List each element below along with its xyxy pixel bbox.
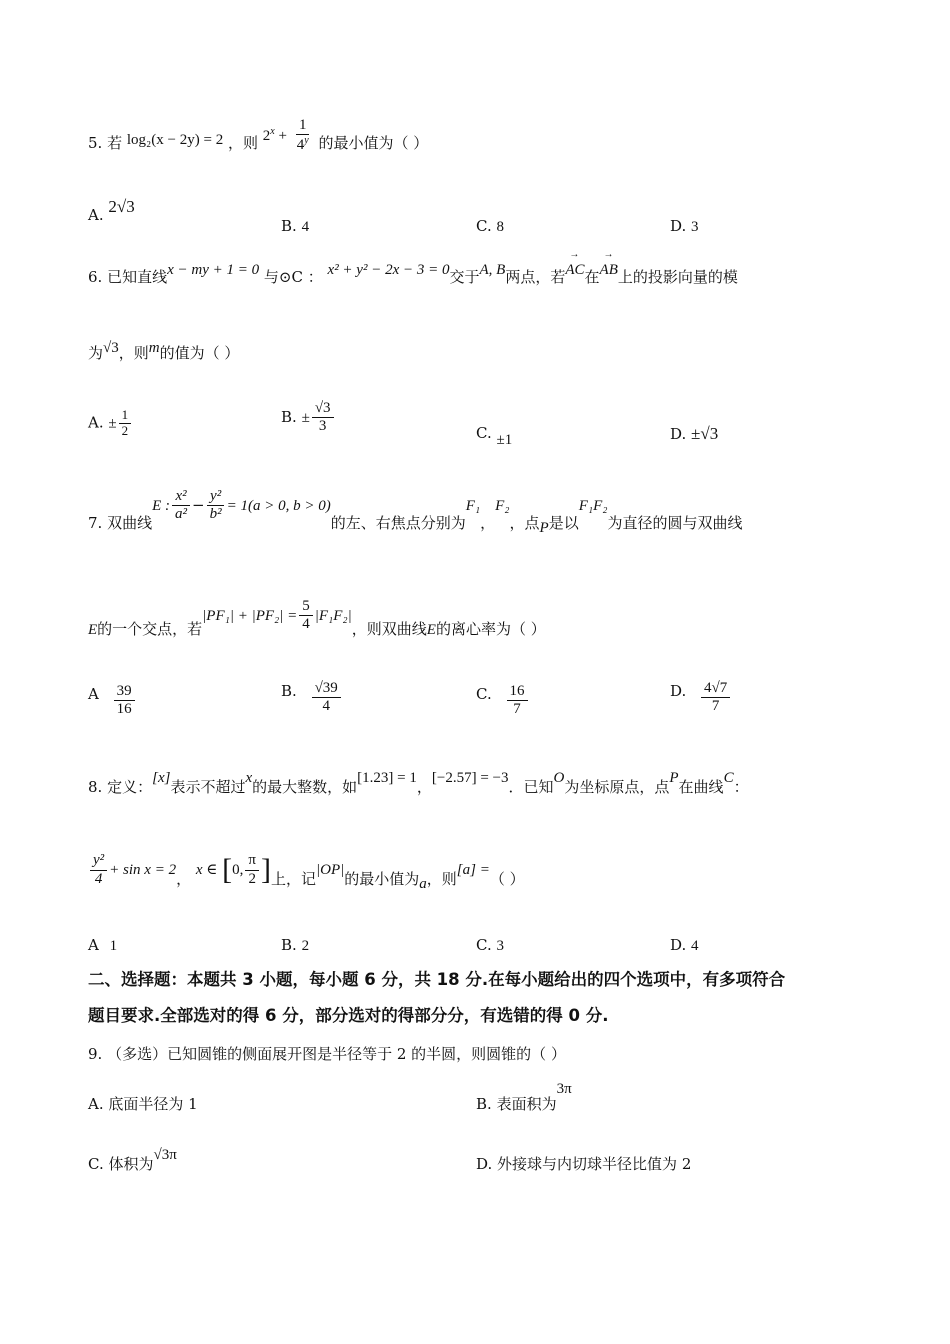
q7-e: E <box>88 621 98 638</box>
q6-circle-name: 与⊙C <box>263 268 303 286</box>
option-text: 外接球与内切球半径比值为 2 <box>497 1155 692 1173</box>
option-fraction <box>312 680 341 716</box>
question-7: 7. 双曲线E : $\frac{\text{x²}}{\text{a²}}$ − $\frac{\text{y²}}{\text{b²}}$ = 1(a > 0, b > 0)的左、右焦点分别为F₁，F₂，点P是以F₁F₂为直径的圆与双曲线 <box>88 488 743 536</box>
frac-num: 4√7 <box>701 680 730 698</box>
q7-p: P <box>539 519 549 536</box>
q7-e2: E <box>426 621 436 638</box>
frac-den: 4 <box>94 870 103 887</box>
option-fraction <box>701 680 730 716</box>
q5-expr2: $2^x$ + <box>262 125 287 144</box>
option-label: C. <box>476 936 492 954</box>
frac-num: x² <box>172 488 189 506</box>
q5-frac-num: 1 <box>296 117 310 135</box>
frac-den: 2 <box>121 422 129 438</box>
frac-num: 1 <box>119 408 132 424</box>
option-label: D. <box>670 217 687 235</box>
q8-option-d[interactable] <box>670 936 699 955</box>
q7-text-4: 是以 <box>548 513 579 532</box>
q7-text-3: ，点 <box>509 513 540 532</box>
option-text: 表面积为 <box>496 1095 557 1113</box>
frac-den: b² <box>209 506 222 523</box>
question-7-line-2 <box>88 598 546 638</box>
option-label: B. <box>281 936 297 954</box>
q6-text-6: 在 <box>584 268 600 286</box>
frac-den: 16 <box>116 701 132 718</box>
option-value: ±1 <box>496 432 513 448</box>
option-fraction <box>114 683 135 719</box>
frac-num: 5 <box>299 598 313 616</box>
q7-cond-right: |F₁F₂| <box>314 607 352 624</box>
q6-vector-ab: → AB <box>600 261 618 279</box>
q8-text: 定义： <box>107 778 153 796</box>
q7-number: 7. <box>88 513 103 532</box>
q8-curve-frac <box>90 852 107 888</box>
option-label: A. <box>88 413 104 432</box>
q5-text-2: ，则 <box>227 133 258 152</box>
option-label: C. <box>88 1155 104 1173</box>
frac-num: y² <box>207 488 224 506</box>
q6-text-9: ，则 <box>118 344 149 362</box>
option-label: A <box>88 936 99 954</box>
q8-bracket-left: [ <box>222 853 233 886</box>
q8-a: a <box>419 876 427 892</box>
q8-o: O <box>553 770 565 786</box>
q8-text-2: 表示不超过 <box>170 778 246 796</box>
q5-option-b[interactable] <box>281 217 309 236</box>
q7-frac-y <box>207 488 225 524</box>
option-label: C. <box>476 217 492 235</box>
option-value: 3π <box>556 1081 572 1097</box>
q8-floor-x: [x] <box>152 770 171 786</box>
q8-example-2: [−2.57] = −3 <box>431 770 509 786</box>
question-5 <box>88 117 429 163</box>
q7-text-5: 为直径的圆与双曲线 <box>607 513 743 532</box>
q6-text-10: 的值为（ ） <box>159 344 240 362</box>
question-8-line-2 <box>88 852 525 892</box>
q7-eq-suffix: = 1(a > 0, b > 0) <box>226 497 331 514</box>
frac-den: 4 <box>302 616 310 633</box>
q5-text-3: 的最小值为（ ） <box>318 133 429 152</box>
q7-option-b[interactable] <box>281 680 343 716</box>
q8-domain-pre: x ∈ <box>195 862 218 878</box>
q8-text-11: 的最小值为 <box>344 870 420 888</box>
q7-f1: F₁ <box>465 497 481 514</box>
q9-option-c[interactable] <box>88 1147 177 1174</box>
q5-frac-den-exp: y <box>304 135 309 147</box>
option-label: C. <box>476 424 492 442</box>
option-label: D. <box>670 425 687 443</box>
option-text: 体积为 <box>108 1155 154 1173</box>
option-label: A <box>88 684 99 703</box>
q7-text-7: ，则双曲线 <box>351 619 427 638</box>
q8-example-1: [1.23] = 1 <box>357 770 417 786</box>
q7-text-8: 的离心率为（ ） <box>435 619 546 638</box>
q6-option-b[interactable] <box>281 400 336 436</box>
section-2-heading-line-1: 二、选择题：本题共 3 小题，每小题 6 分，共 18 分.在每小题给出的四个选项中，有多项符合 <box>88 970 786 989</box>
q6-vector-ac: → AC <box>565 261 584 279</box>
q8-text-6: 为坐标原点，点 <box>564 778 670 796</box>
option-value: 3 <box>691 219 699 235</box>
question-9 <box>88 1045 566 1063</box>
q8-curve-rest: + sin x = 2 <box>109 862 177 878</box>
option-value: 4 <box>691 938 699 954</box>
option-value: 1 <box>109 938 118 954</box>
q7-f1f2: F₁F₂ <box>578 497 608 514</box>
q8-text-9: ， <box>176 870 192 888</box>
option-text: 底面半径为 1 <box>108 1095 198 1113</box>
q5-base: 2 <box>262 127 271 144</box>
option-fraction <box>312 400 334 436</box>
q7-frac-x <box>172 488 190 524</box>
option-value: 2 <box>301 938 310 954</box>
q6-text-7: 上的投影向量的模 <box>617 268 738 286</box>
frac-num: 39 <box>114 683 135 701</box>
q7-option-a[interactable] <box>88 683 137 719</box>
q6-text-8: 为 <box>88 344 104 362</box>
q7-cond-left: |PF₁| + |PF₂| = <box>202 607 298 624</box>
q8-floor-a: [a] = <box>456 862 490 878</box>
q7-eq-prefix: E : <box>152 497 171 514</box>
q8-text-12: ，则 <box>426 870 457 888</box>
q8-text-10: 上，记 <box>271 870 317 888</box>
frac-den: 4 <box>322 698 330 715</box>
q8-text-7: 在曲线 <box>678 778 724 796</box>
section-2-heading-line-2: 题目要求.全部选对的得 6 分，部分选对的得部分分，有选错的得 0 分. <box>88 1006 609 1025</box>
option-label: D. <box>670 936 687 954</box>
option-label: B. <box>281 407 297 426</box>
option-value: √3π <box>153 1147 177 1163</box>
frac-den: a² <box>175 506 188 523</box>
q7-f2: F₂ <box>495 497 510 514</box>
option-label: C. <box>476 684 492 703</box>
q6-option-d[interactable] <box>670 424 718 444</box>
q5-frac-den-base: 4 <box>296 137 305 154</box>
q7-option-d[interactable] <box>670 680 732 716</box>
option-label: B. <box>281 681 297 700</box>
option-label: A. <box>88 206 104 224</box>
option-label: B. <box>476 1095 492 1113</box>
q9-option-b[interactable] <box>476 1081 572 1114</box>
q6-number: 6. <box>88 268 103 286</box>
q6-text-4: 交于 <box>449 268 480 286</box>
frac-den: 7 <box>513 701 521 718</box>
option-label: A. <box>88 1095 104 1113</box>
option-fraction <box>119 408 132 439</box>
q6-colon: ： <box>307 268 323 286</box>
q8-number: 8. <box>88 778 103 796</box>
q8-text-8: ： <box>733 778 749 796</box>
question-8 <box>88 768 749 796</box>
q9-option-d[interactable] <box>476 1153 691 1174</box>
frac-den: 3 <box>318 418 327 435</box>
q6-circle-eq: x² + y² − 2x − 3 = 0 <box>327 262 450 278</box>
question-6-line-2 <box>88 340 240 363</box>
q5-exp: x <box>270 125 275 137</box>
q5-option-d[interactable] <box>670 217 699 236</box>
frac-num: 16 <box>507 683 528 701</box>
option-label: D. <box>476 1155 493 1173</box>
q7-option-c[interactable] <box>476 683 530 719</box>
q8-text-3: 的最大整数，如 <box>252 778 358 796</box>
q8-text-4: ， <box>416 778 432 796</box>
frac-den: 7 <box>711 698 720 715</box>
q7-text-6: 的一个交点，若 <box>97 619 203 638</box>
option-value: 3 <box>496 938 504 954</box>
q8-option-b[interactable] <box>281 936 309 955</box>
option-value: ±√3 <box>691 424 719 443</box>
option-value: 4 <box>301 219 310 235</box>
q6-sqrt3: √3 <box>103 340 119 356</box>
q9-text: （多选）已知圆锥的侧面展开图是半径等于 2 的半圆，则圆锥的（ ） <box>107 1045 566 1063</box>
q6-option-a[interactable] <box>88 408 133 439</box>
option-value: 8 <box>496 219 504 235</box>
q8-text-13: （ ） <box>489 870 525 888</box>
q6-text-5: 两点，若 <box>505 268 566 286</box>
frac-num: √3 <box>312 400 334 418</box>
option-label: D. <box>670 681 687 700</box>
q8-x: x <box>245 770 253 786</box>
q5-number: 5. <box>88 133 103 152</box>
q7-text-2: 的左、右焦点分别为 <box>330 513 466 532</box>
q6-option-c[interactable] <box>476 424 513 448</box>
q7-cond-frac <box>299 598 313 634</box>
q8-op: |OP| <box>316 862 345 878</box>
option-sign: ± <box>301 409 310 426</box>
option-sign: ± <box>108 415 117 432</box>
option-label: B. <box>281 217 297 235</box>
frac-num: √39 <box>312 680 341 698</box>
q8-c: C <box>723 770 734 786</box>
q6-line-eq: x − my + 1 = 0 <box>167 262 260 278</box>
q8-bracket-right: ] <box>261 853 271 886</box>
q8-p: P <box>669 770 679 786</box>
q9-number: 9. <box>88 1045 103 1063</box>
q5-fraction <box>294 117 312 155</box>
option-fraction <box>507 683 528 719</box>
q9-option-a[interactable] <box>88 1093 198 1114</box>
q8-option-c[interactable] <box>476 936 504 955</box>
q5-frac-den <box>294 135 312 154</box>
q5-option-a[interactable] <box>88 197 135 225</box>
q6-points: A, B <box>479 262 506 278</box>
q8-domain-left: 0, <box>232 862 244 878</box>
question-6 <box>88 262 738 287</box>
q7-text: 双曲线 <box>107 513 153 532</box>
frac-num: π <box>245 852 259 870</box>
q6-text: 已知直线 <box>107 268 168 286</box>
frac-num: y² <box>90 852 107 870</box>
option-value: 2√3 <box>108 197 135 216</box>
q5-log-expr: log₂(x − 2y) = 2 <box>126 131 224 148</box>
q8-text-5: ．已知 <box>508 778 554 796</box>
q8-option-a[interactable] <box>88 936 117 955</box>
q5-option-c[interactable] <box>476 217 504 236</box>
q6-m: m <box>148 340 160 356</box>
q5-text: 若 <box>107 133 123 152</box>
frac-den: 2 <box>248 870 256 887</box>
q7-comma: ， <box>480 513 496 532</box>
q8-pi-frac <box>245 852 259 888</box>
